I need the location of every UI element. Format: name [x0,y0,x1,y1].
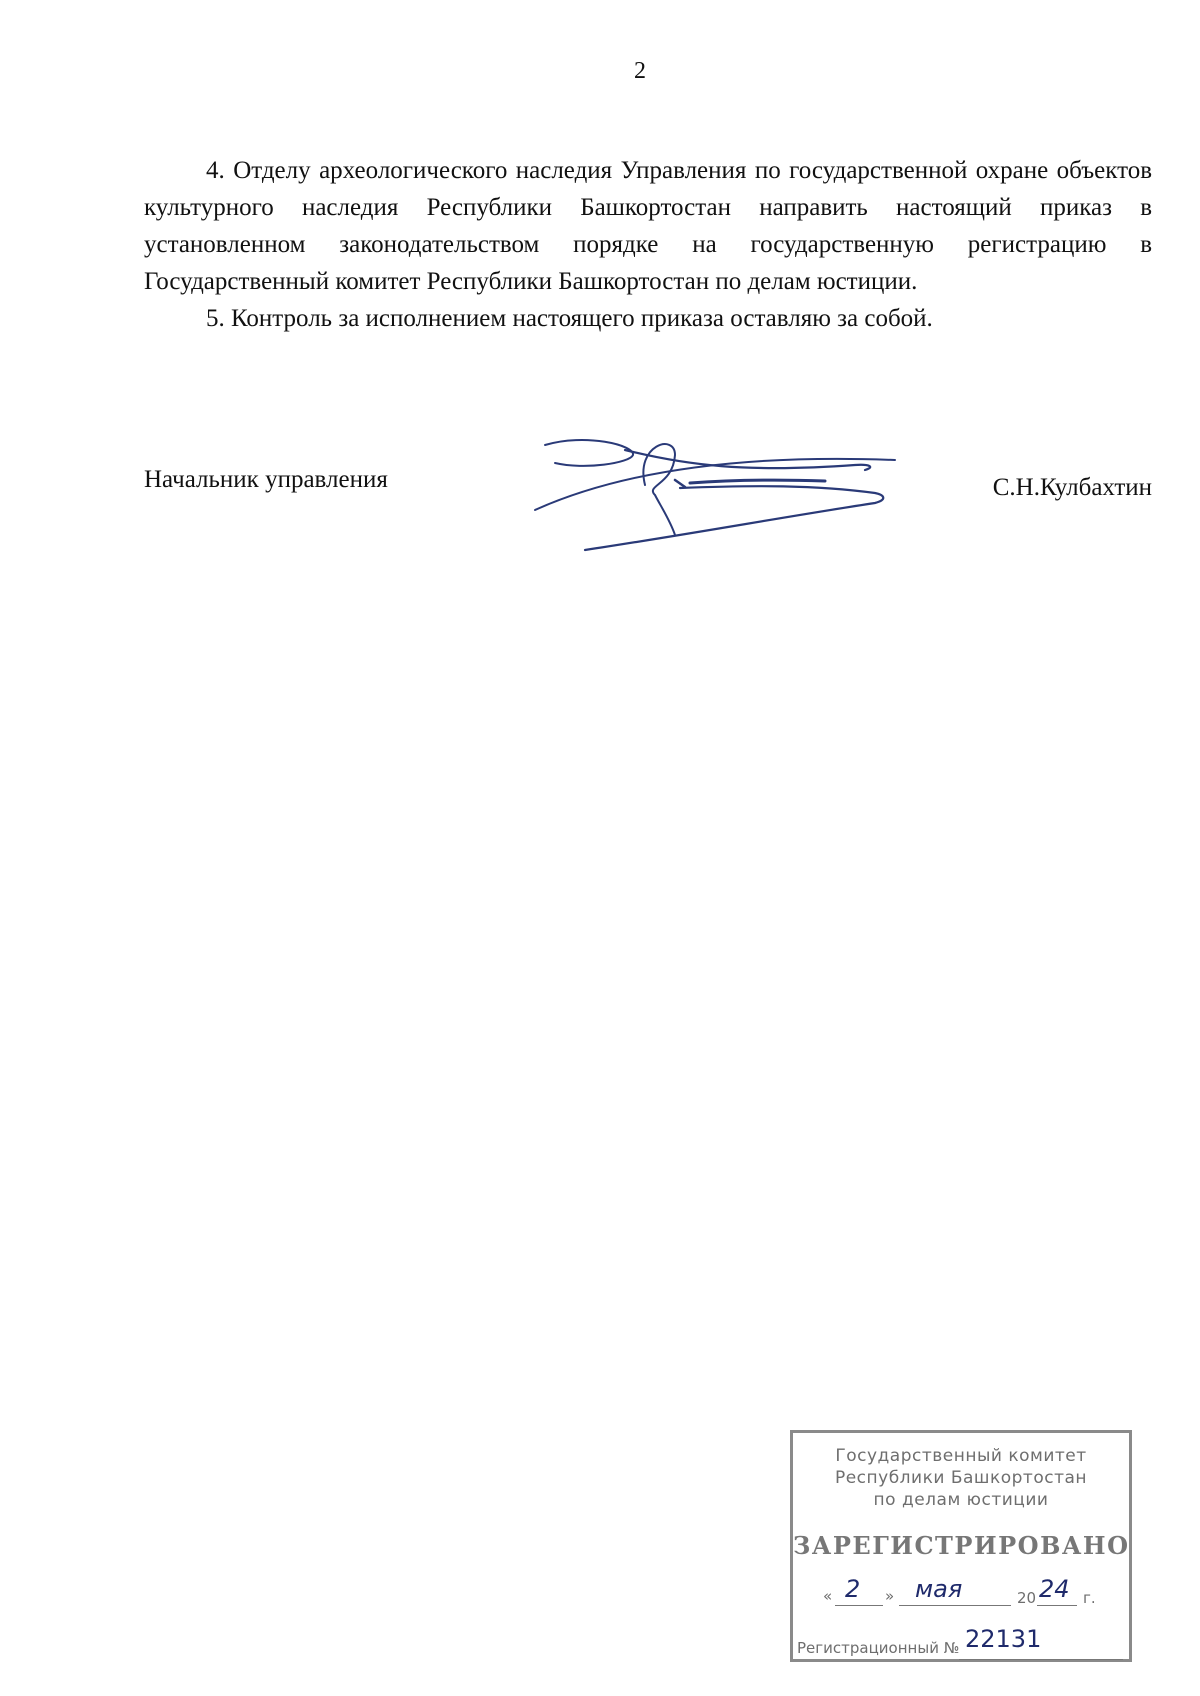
stamp-status: ЗАРЕГИСТРИРОВАНО [793,1531,1130,1560]
handwritten-signature [515,425,915,555]
signatory-name: С.Н.Кулбахтин [992,474,1152,501]
registration-stamp [790,1430,1132,1662]
month-underline [899,1605,1011,1606]
page-number: 2 [634,58,646,84]
document-body [144,152,1152,337]
paragraph-5: 5. Контроль за исполнением настоящего приказа оставляю за собой. [206,305,933,332]
paragraph-4: 4. Отделу археологического наследия Управления по государственной охране объектов культурного наследия Республики Башкортостан направить настоящий приказ в установленном законодательством порядке на государственную регистрацию в Государственный комитет Республики Башкортостан по делам юстиции. [144,157,1152,295]
stamp-organization [793,1445,1129,1511]
signatory-position: Начальник управления [144,466,388,493]
stamp-month: мая [915,1575,963,1603]
stamp-open-quote: « [823,1587,833,1605]
stamp-date [823,1575,1113,1611]
year-underline [1037,1605,1077,1606]
stamp-year-prefix: 20 [1017,1589,1037,1607]
day-underline [835,1605,883,1606]
stamp-year-unit: г. [1083,1589,1096,1607]
stamp-day: 2 [845,1575,861,1603]
stamp-org-line: по делам юстиции [873,1490,1049,1510]
stamp-registration-number [797,1625,1127,1661]
stamp-reg-label: Регистрационный № [797,1639,960,1657]
stamp-year-suffix: 24 [1039,1575,1070,1603]
stamp-org-line: Государственный комитет [835,1446,1087,1466]
stamp-org-line: Республики Башкортостан [834,1468,1088,1488]
reg-underline [959,1659,1123,1660]
stamp-reg-number: 22131 [965,1625,1042,1653]
stamp-close-quote: » [885,1587,895,1605]
